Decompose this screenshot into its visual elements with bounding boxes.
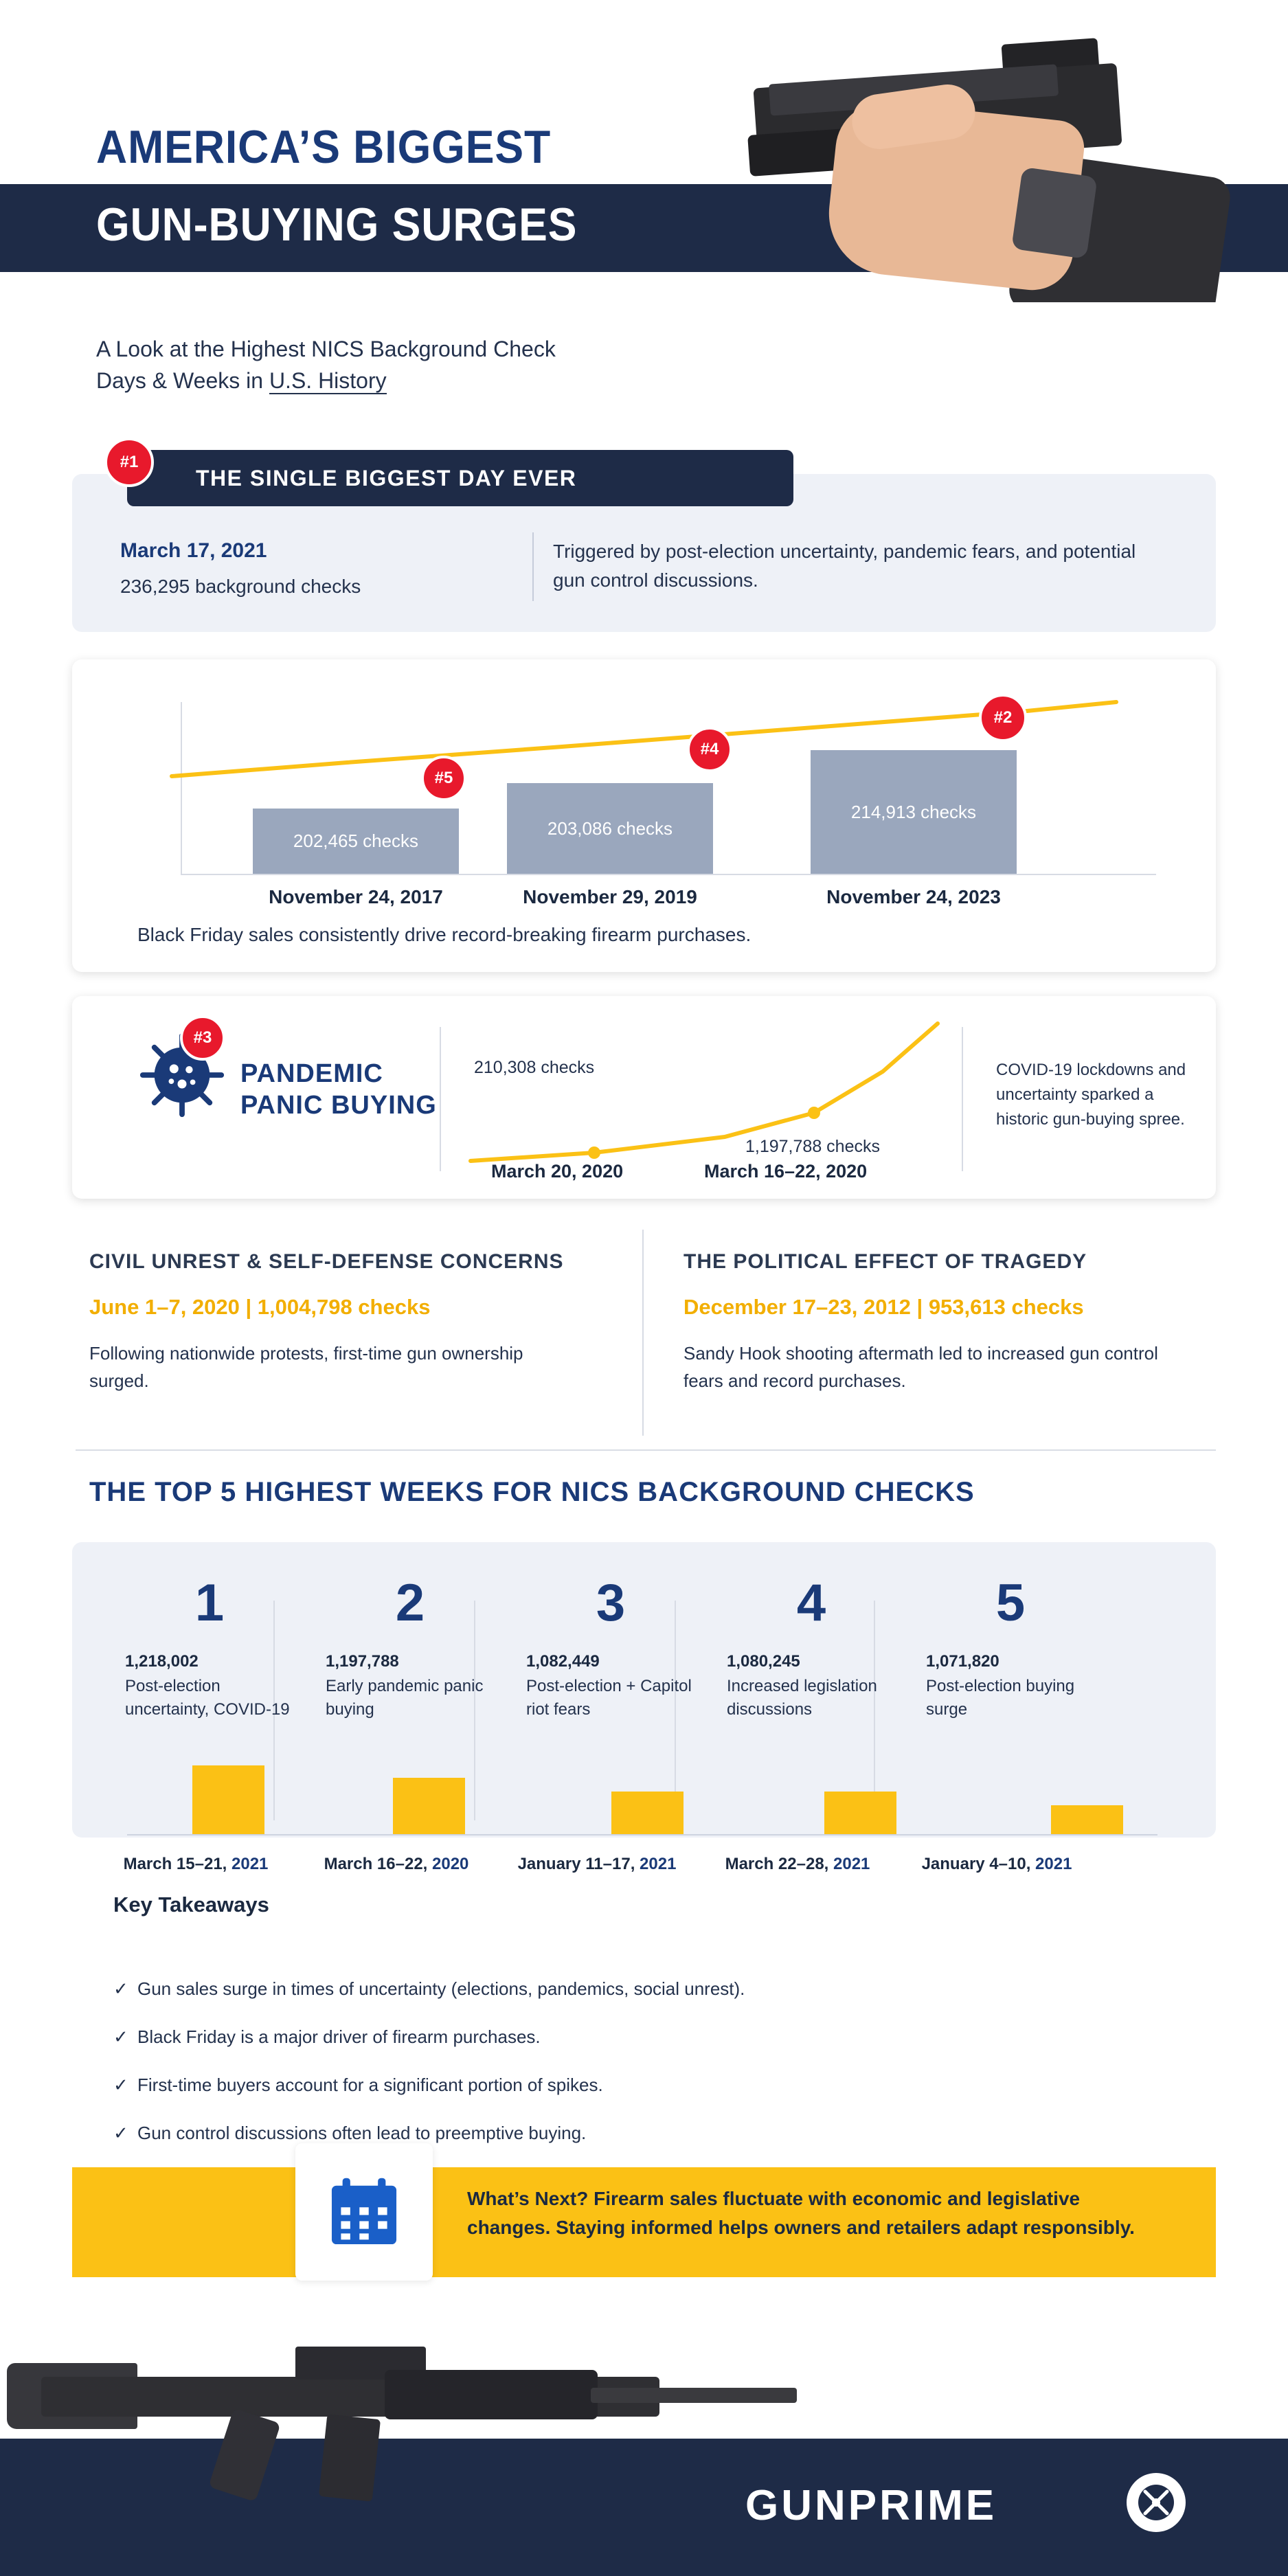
biggest-day-date: March 17, 2021 [120, 539, 267, 562]
black-friday-bar-2023: 214,913 checks [811, 750, 1017, 874]
top5-rank-2: 2 [395, 1574, 425, 1632]
subtitle-line1: A Look at the Highest NICS Background Check [96, 337, 556, 361]
top5-date-year-4: 2021 [833, 1855, 870, 1873]
top5-date-3 [490, 1855, 703, 1874]
takeaways-heading: Key Takeaways [113, 1893, 269, 1917]
divider [440, 1027, 441, 1171]
top5-rank-5: 5 [995, 1574, 1026, 1632]
cta-text: What’s Next? Firearm sales fluctuate with economic and legislative changes. Staying informed helps owners and retailers adapt responsibly. [467, 2188, 1135, 2238]
rifle-barrel [591, 2388, 797, 2403]
civil-unrest-heading: CIVIL UNREST & SELF-DEFENSE CONCERNS [89, 1250, 564, 1273]
check-icon: ✓ [113, 2123, 128, 2143]
top5-bar-2 [393, 1778, 465, 1834]
top5-date-year-5: 2021 [1035, 1855, 1072, 1873]
rank-badge-3: #3 [180, 1015, 225, 1061]
subtitle-line2-link: U.S. History [269, 368, 387, 393]
tragedy-description: Sandy Hook shooting aftermath led to increased gun control fears and record purchases. [683, 1343, 1158, 1391]
top5-desc-5: Post-election buying surge [926, 1677, 1075, 1719]
top5-date-2 [290, 1855, 503, 1874]
brand-logo: GUNPRIME [745, 2482, 997, 2529]
biggest-day-description: Triggered by post-election uncertainty, pandemic fears, and potential gun control discussions. [553, 541, 1136, 591]
biggest-day-checks: 236,295 background checks [120, 576, 361, 597]
check-icon: ✓ [113, 2026, 128, 2047]
pandemic-title-line2: PANIC BUYING [240, 1091, 437, 1120]
top5-date-year-3: 2021 [640, 1855, 677, 1873]
divider [642, 1230, 644, 1436]
pandemic-point1-date: March 20, 2020 [491, 1161, 624, 1182]
pandemic-point1-label: 210,308 checks [474, 1058, 595, 1077]
pandemic-point2-date: March 16–22, 2020 [704, 1161, 868, 1182]
rank-badge-1: #1 [104, 438, 154, 487]
rifle-magazine [319, 2414, 381, 2501]
top5-bar-3 [611, 1792, 683, 1834]
top5-number-4: 1,080,245 [727, 1652, 800, 1671]
top5-date-4 [691, 1855, 904, 1874]
top5-heading: THE TOP 5 HIGHEST WEEKS FOR NICS BACKGROUND CHECKS [89, 1477, 975, 1507]
top5-bar-4 [824, 1792, 896, 1834]
top5-date-1 [89, 1855, 302, 1874]
check-icon: ✓ [113, 2075, 128, 2095]
rank-badge-2: #2 [979, 694, 1027, 742]
top5-axis [127, 1834, 1157, 1835]
top5-desc-4: Increased legislation discussions [727, 1677, 877, 1719]
black-friday-note: Black Friday sales consistently drive record-breaking firearm purchases. [137, 924, 752, 945]
civil-unrest-stat: June 1–7, 2020 | 1,004,798 checks [89, 1295, 431, 1319]
top5-date-year-1: 2021 [231, 1855, 269, 1873]
top5-date-main-4: March 22–28, [725, 1855, 834, 1873]
divider [532, 532, 534, 601]
top5-rank-3: 3 [596, 1574, 626, 1632]
top5-date-5 [890, 1855, 1103, 1874]
top5-number-2: 1,197,788 [326, 1652, 399, 1671]
rank-badge-5: #5 [421, 756, 466, 801]
cta-icon-box [295, 2143, 433, 2281]
civil-unrest-description: Following nationwide protests, first-time gun ownership surged. [89, 1343, 523, 1391]
rifle-handguard [385, 2370, 598, 2419]
top5-date-year-2: 2020 [432, 1855, 469, 1873]
top5-date-main-2: March 16–22, [324, 1855, 433, 1873]
black-friday-label-2019: November 29, 2019 [523, 886, 697, 907]
page-subtitle [96, 333, 783, 396]
top5-rank-1: 1 [194, 1574, 225, 1632]
black-friday-label-2017: November 24, 2017 [269, 886, 443, 907]
wrist-watch [1011, 167, 1098, 259]
black-friday-label-2023: November 24, 2023 [826, 886, 1001, 907]
top5-desc-1: Post-election uncertainty, COVID-19 [125, 1677, 290, 1719]
chart-y-axis [181, 702, 182, 874]
takeaway-item-3: First-time buyers account for a significant portion of spikes. [137, 2075, 603, 2095]
pandemic-title-line1: PANDEMIC [240, 1059, 383, 1088]
logo-mark-icon [1127, 2473, 1186, 2532]
pandemic-title [240, 1058, 437, 1121]
divider [76, 1449, 1216, 1451]
calendar-icon [326, 2173, 403, 2250]
top5-date-main-3: January 11–17, [517, 1855, 640, 1873]
rank-badge-4: #4 [687, 727, 732, 772]
pandemic-description: COVID-19 lockdowns and uncertainty sparked a historic gun-buying spree. [996, 1061, 1186, 1129]
check-icon: ✓ [113, 1978, 128, 1999]
crosshair-icon [1136, 2482, 1177, 2523]
chart-x-axis [181, 874, 1156, 875]
subtitle-line2 [96, 365, 783, 396]
top5-date-main-5: January 4–10, [921, 1855, 1036, 1873]
takeaway-item-2: Black Friday is a major driver of firearm purchases. [137, 2026, 541, 2047]
hero-section [0, 0, 1288, 295]
pandemic-point2-label: 1,197,788 checks [745, 1137, 880, 1156]
top5-bar-5 [1051, 1805, 1123, 1834]
top5-bar-1 [192, 1765, 264, 1834]
top5-desc-2: Early pandemic panic buying [326, 1677, 484, 1719]
divider [962, 1027, 963, 1171]
top5-number-3: 1,082,449 [526, 1652, 600, 1671]
biggest-day-pill: THE SINGLE BIGGEST DAY EVER [127, 450, 793, 506]
top5-desc-3: Post-election + Capitol riot fears [526, 1677, 692, 1719]
takeaway-item-4: Gun control discussions often lead to preemptive buying. [137, 2123, 587, 2143]
takeaway-item-1: Gun sales surge in times of uncertainty (elections, pandemics, social unrest). [137, 1978, 745, 1999]
top5-number-5: 1,071,820 [926, 1652, 999, 1671]
black-friday-bar-2017: 202,465 checks [253, 809, 459, 874]
top5-rank-4: 4 [796, 1574, 826, 1632]
black-friday-bar-2019: 203,086 checks [507, 783, 713, 874]
rifle-photo [0, 2322, 859, 2555]
pistol-photo [728, 27, 1278, 302]
subtitle-line2-plain: Days & Weeks in [96, 368, 269, 393]
tragedy-stat: December 17–23, 2012 | 953,613 checks [683, 1295, 1084, 1319]
rifle-grip [208, 2408, 281, 2502]
tragedy-heading: THE POLITICAL EFFECT OF TRAGEDY [683, 1250, 1087, 1273]
page-title-line1: AMERICA’S BIGGEST [96, 121, 552, 173]
top5-date-main-1: March 15–21, [123, 1855, 232, 1873]
top5-number-1: 1,218,002 [125, 1652, 199, 1671]
page-title-line2: GUN-BUYING SURGES [96, 199, 578, 251]
